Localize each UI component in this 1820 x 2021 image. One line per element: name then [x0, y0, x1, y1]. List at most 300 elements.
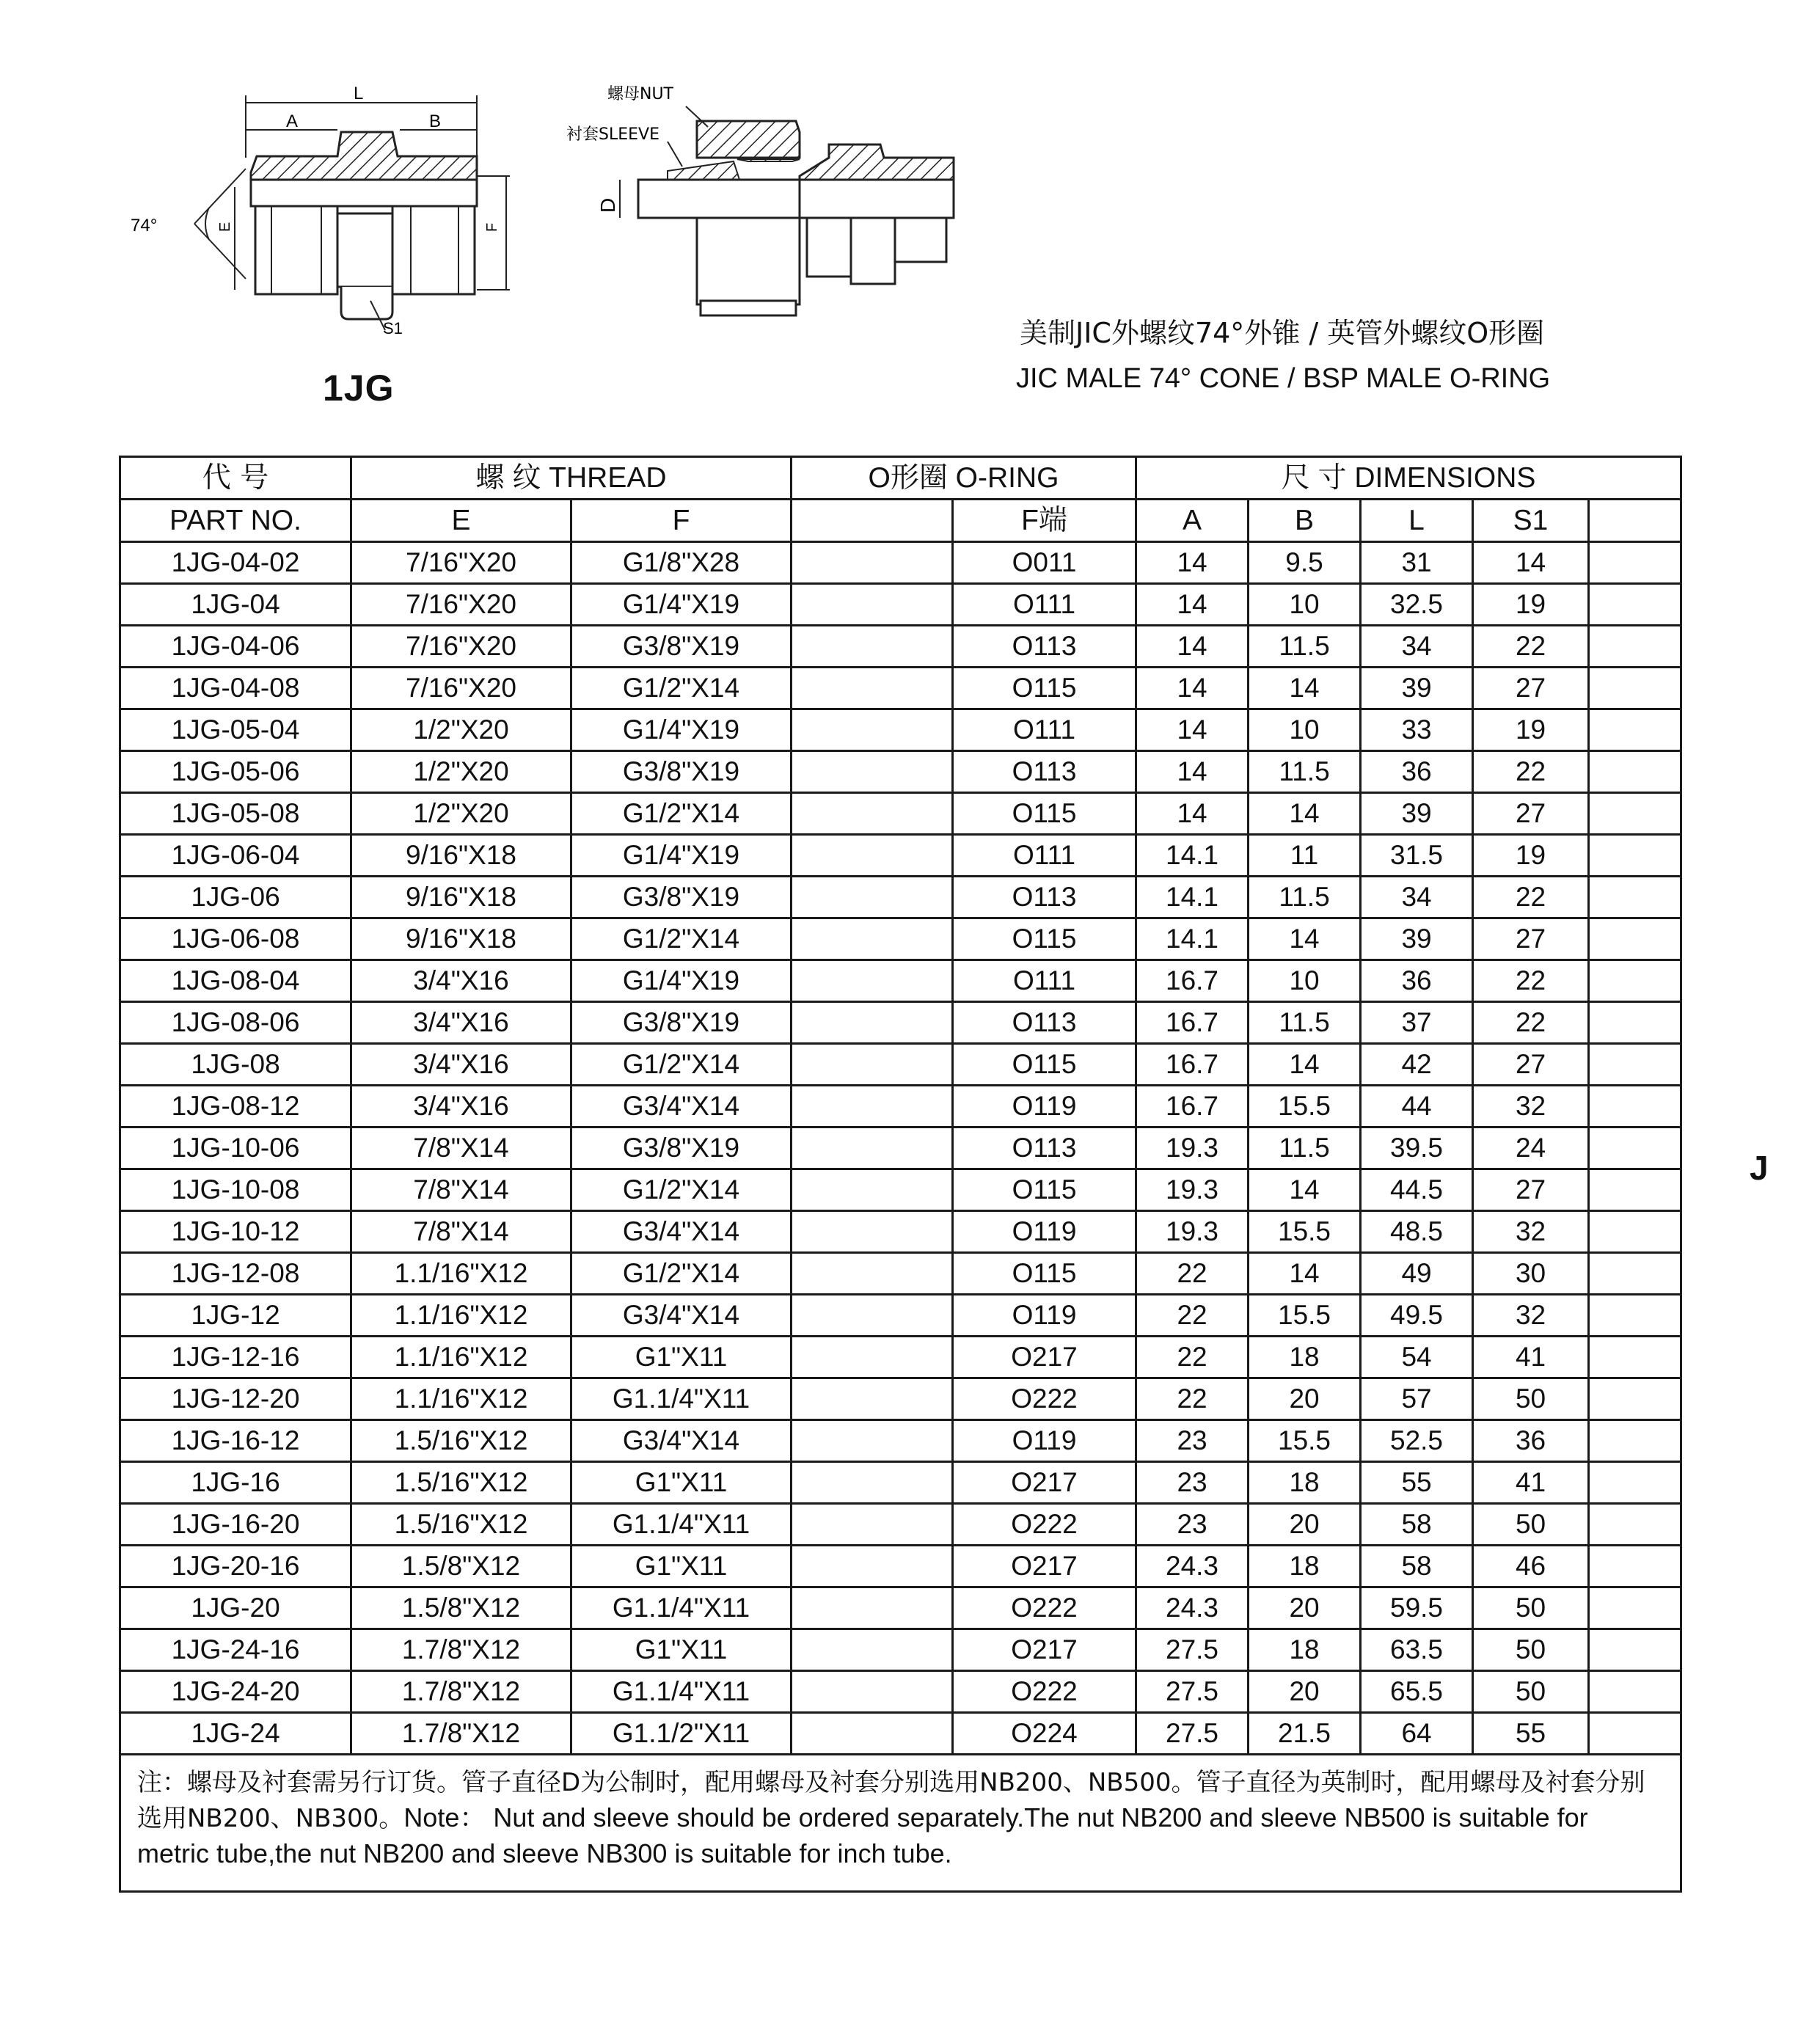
oring-blank-cell — [792, 1169, 953, 1211]
dim-a-cell: 16.7 — [1136, 1044, 1249, 1086]
extra-blank-cell — [1589, 1420, 1681, 1462]
part-no-cell: 1JG-05-06 — [120, 751, 351, 793]
thread-f-cell: G3/4"X14 — [571, 1211, 792, 1253]
section-letter: J — [1750, 1149, 1769, 1187]
dim-F-label: F — [484, 222, 500, 232]
oring-cell: O111 — [953, 960, 1136, 1002]
dim-a-cell: 19.3 — [1136, 1128, 1249, 1169]
dim-a-cell: 14 — [1136, 542, 1249, 584]
dim-b-cell: 14 — [1249, 1044, 1361, 1086]
oring-cell: O115 — [953, 793, 1136, 835]
thread-e-cell: 1.1/16"X12 — [351, 1295, 571, 1337]
header-e: E — [351, 500, 571, 542]
thread-e-cell: 7/16"X20 — [351, 626, 571, 668]
dim-b-cell: 14 — [1249, 918, 1361, 960]
dim-l-cell: 39 — [1361, 793, 1473, 835]
table-row — [120, 1420, 1681, 1462]
part-no-cell: 1JG-10-06 — [120, 1128, 351, 1169]
table-row — [120, 835, 1681, 877]
dim-L-label: L — [354, 84, 364, 103]
oring-cell: O111 — [953, 584, 1136, 626]
dim-b-cell: 21.5 — [1249, 1713, 1361, 1755]
dim-b-cell: 20 — [1249, 1671, 1361, 1713]
thread-f-cell: G1.1/4"X11 — [571, 1671, 792, 1713]
dim-b-cell: 14 — [1249, 1253, 1361, 1295]
table-row — [120, 1629, 1681, 1671]
oring-cell: O113 — [953, 751, 1136, 793]
thread-f-cell: G1.1/2"X11 — [571, 1713, 792, 1755]
oring-cell: O115 — [953, 1169, 1136, 1211]
footnote-cn: 注：螺母及衬套需另行订货。管子直径D为公制时，配用螺母及衬套分别选用NB200、NB500。管子直径为英制时，配用螺母及衬套分别选用NB200、NB300。 — [137, 1768, 1645, 1833]
dim-l-cell: 36 — [1361, 751, 1473, 793]
dim-l-cell: 64 — [1361, 1713, 1473, 1755]
table-row — [120, 1713, 1681, 1755]
thread-f-cell: G1"X11 — [571, 1629, 792, 1671]
oring-cell: O217 — [953, 1629, 1136, 1671]
oring-blank-cell — [792, 1002, 953, 1044]
extra-blank-cell — [1589, 835, 1681, 877]
dim-a-cell: 14 — [1136, 668, 1249, 709]
dim-b-cell: 11.5 — [1249, 1128, 1361, 1169]
oring-blank-cell — [792, 1044, 953, 1086]
oring-blank-cell — [792, 751, 953, 793]
thread-f-cell: G3/4"X14 — [571, 1295, 792, 1337]
oring-blank-cell — [792, 1086, 953, 1128]
oring-cell: O119 — [953, 1211, 1136, 1253]
table-row — [120, 877, 1681, 918]
thread-e-cell: 1.1/16"X12 — [351, 1378, 571, 1420]
footnote-en: Note： Nut and sleeve should be ordered separately.The nut NB200 and sleeve NB500 is suitable for metric tube,the nut NB200 and sleeve NB300 is suitable for inch tube. — [137, 1802, 1588, 1868]
thread-f-cell: G1/2"X14 — [571, 1044, 792, 1086]
thread-f-cell: G1"X11 — [571, 1337, 792, 1378]
dim-s1-cell: 19 — [1473, 584, 1589, 626]
table-row — [120, 793, 1681, 835]
oring-cell: O113 — [953, 1002, 1136, 1044]
part-no-cell: 1JG-04-02 — [120, 542, 351, 584]
dim-a-cell: 24.3 — [1136, 1587, 1249, 1629]
dim-a-cell: 16.7 — [1136, 960, 1249, 1002]
oring-blank-cell — [792, 1420, 953, 1462]
part-no-cell: 1JG-08-12 — [120, 1086, 351, 1128]
dim-a-cell: 23 — [1136, 1504, 1249, 1546]
thread-e-cell: 3/4"X16 — [351, 1044, 571, 1086]
oring-blank-cell — [792, 960, 953, 1002]
oring-cell: O222 — [953, 1671, 1136, 1713]
extra-blank-cell — [1589, 1169, 1681, 1211]
part-no-cell: 1JG-08-06 — [120, 1002, 351, 1044]
dim-l-cell: 33 — [1361, 709, 1473, 751]
extra-blank-cell — [1589, 1587, 1681, 1629]
header-a: A — [1136, 500, 1249, 542]
dim-B-label: B — [429, 112, 442, 131]
part-no-cell: 1JG-05-04 — [120, 709, 351, 751]
dim-b-cell: 15.5 — [1249, 1295, 1361, 1337]
dim-l-cell: 59.5 — [1361, 1587, 1473, 1629]
dim-l-cell: 49.5 — [1361, 1295, 1473, 1337]
dim-a-cell: 22 — [1136, 1337, 1249, 1378]
thread-e-cell: 1.5/16"X12 — [351, 1462, 571, 1504]
oring-blank-cell — [792, 1504, 953, 1546]
oring-blank-cell — [792, 1211, 953, 1253]
dim-b-cell: 15.5 — [1249, 1211, 1361, 1253]
cone-angle-label: 74° — [131, 216, 158, 235]
table-row — [120, 1504, 1681, 1546]
dim-a-cell: 24.3 — [1136, 1546, 1249, 1587]
extra-blank-cell — [1589, 793, 1681, 835]
dim-l-cell: 34 — [1361, 877, 1473, 918]
extra-blank-cell — [1589, 584, 1681, 626]
dim-b-cell: 15.5 — [1249, 1086, 1361, 1128]
dim-b-cell: 11.5 — [1249, 1002, 1361, 1044]
thread-e-cell: 9/16"X18 — [351, 877, 571, 918]
dim-b-cell: 20 — [1249, 1587, 1361, 1629]
table-row — [120, 751, 1681, 793]
extra-blank-cell — [1589, 918, 1681, 960]
oring-blank-cell — [792, 1295, 953, 1337]
oring-blank-cell — [792, 1378, 953, 1420]
header-blank — [792, 500, 953, 542]
oring-blank-cell — [792, 668, 953, 709]
oring-cell: O115 — [953, 918, 1136, 960]
dim-l-cell: 58 — [1361, 1504, 1473, 1546]
oring-blank-cell — [792, 1337, 953, 1378]
oring-cell: O011 — [953, 542, 1136, 584]
extra-blank-cell — [1589, 1211, 1681, 1253]
thread-f-cell: G1"X11 — [571, 1462, 792, 1504]
dim-a-cell: 22 — [1136, 1295, 1249, 1337]
part-no-cell: 1JG-16-20 — [120, 1504, 351, 1546]
thread-f-cell: G1/8"X28 — [571, 542, 792, 584]
oring-blank-cell — [792, 1462, 953, 1504]
table-row — [120, 1462, 1681, 1504]
dim-l-cell: 31 — [1361, 542, 1473, 584]
part-no-cell: 1JG-06-04 — [120, 835, 351, 877]
extra-blank-cell — [1589, 751, 1681, 793]
oring-cell: O217 — [953, 1337, 1136, 1378]
dim-l-cell: 63.5 — [1361, 1629, 1473, 1671]
thread-f-cell: G3/4"X14 — [571, 1420, 792, 1462]
dim-s1-cell: 19 — [1473, 835, 1589, 877]
extra-blank-cell — [1589, 542, 1681, 584]
extra-blank-cell — [1589, 1671, 1681, 1713]
thread-f-cell: G1/4"X19 — [571, 960, 792, 1002]
part-no-cell: 1JG-12-16 — [120, 1337, 351, 1378]
thread-e-cell: 1.1/16"X12 — [351, 1253, 571, 1295]
table-row — [120, 1128, 1681, 1169]
dim-b-cell: 10 — [1249, 960, 1361, 1002]
dim-a-cell: 14.1 — [1136, 835, 1249, 877]
sleeve-label: 衬套SLEEVE — [566, 125, 659, 144]
table-row — [120, 709, 1681, 751]
oring-cell: O217 — [953, 1462, 1136, 1504]
dim-s1-cell: 50 — [1473, 1671, 1589, 1713]
oring-blank-cell — [792, 877, 953, 918]
extra-blank-cell — [1589, 1462, 1681, 1504]
thread-e-cell: 1.5/8"X12 — [351, 1546, 571, 1587]
thread-e-cell: 1.5/16"X12 — [351, 1504, 571, 1546]
spec-table — [119, 456, 1682, 1893]
dim-s1-cell: 36 — [1473, 1420, 1589, 1462]
thread-f-cell: G1.1/4"X11 — [571, 1378, 792, 1420]
dim-s1-cell: 32 — [1473, 1295, 1589, 1337]
thread-e-cell: 1/2"X20 — [351, 793, 571, 835]
dim-s1-cell: 22 — [1473, 626, 1589, 668]
oring-blank-cell — [792, 1546, 953, 1587]
table-row — [120, 1671, 1681, 1713]
table-row — [120, 584, 1681, 626]
dim-s1-cell: 32 — [1473, 1211, 1589, 1253]
thread-e-cell: 1.7/8"X12 — [351, 1671, 571, 1713]
dim-A-label: A — [286, 112, 299, 131]
dim-s1-cell: 27 — [1473, 793, 1589, 835]
thread-f-cell: G3/8"X19 — [571, 1002, 792, 1044]
thread-e-cell: 9/16"X18 — [351, 835, 571, 877]
oring-blank-cell — [792, 626, 953, 668]
table-row — [120, 668, 1681, 709]
oring-blank-cell — [792, 918, 953, 960]
dim-l-cell: 31.5 — [1361, 835, 1473, 877]
extra-blank-cell — [1589, 1253, 1681, 1295]
oring-blank-cell — [792, 793, 953, 835]
thread-e-cell: 7/16"X20 — [351, 542, 571, 584]
extra-blank-cell — [1589, 1337, 1681, 1378]
extra-blank-cell — [1589, 1713, 1681, 1755]
thread-e-cell: 7/8"X14 — [351, 1211, 571, 1253]
dim-E-label: E — [217, 222, 233, 232]
extra-blank-cell — [1589, 1504, 1681, 1546]
table-row — [120, 626, 1681, 668]
oring-blank-cell — [792, 1587, 953, 1629]
dim-s1-cell: 30 — [1473, 1253, 1589, 1295]
header-l: L — [1361, 500, 1473, 542]
oring-cell: O222 — [953, 1504, 1136, 1546]
thread-e-cell: 1.5/16"X12 — [351, 1420, 571, 1462]
part-no-cell: 1JG-20-16 — [120, 1546, 351, 1587]
dim-a-cell: 27.5 — [1136, 1629, 1249, 1671]
dim-l-cell: 54 — [1361, 1337, 1473, 1378]
oring-blank-cell — [792, 1629, 953, 1671]
thread-f-cell: G1/2"X14 — [571, 668, 792, 709]
dim-b-cell: 15.5 — [1249, 1420, 1361, 1462]
dim-l-cell: 57 — [1361, 1378, 1473, 1420]
extra-blank-cell — [1589, 1546, 1681, 1587]
dim-s1-cell: 41 — [1473, 1337, 1589, 1378]
thread-f-cell: G1/4"X19 — [571, 584, 792, 626]
thread-f-cell: G1/2"X14 — [571, 793, 792, 835]
dim-b-cell: 14 — [1249, 1169, 1361, 1211]
dim-a-cell: 22 — [1136, 1378, 1249, 1420]
dim-s1-cell: 32 — [1473, 1086, 1589, 1128]
model-code: 1JG — [323, 368, 395, 409]
part-no-cell: 1JG-24 — [120, 1713, 351, 1755]
dim-b-cell: 18 — [1249, 1546, 1361, 1587]
dim-b-cell: 9.5 — [1249, 542, 1361, 584]
dim-b-cell: 10 — [1249, 709, 1361, 751]
dim-a-cell: 16.7 — [1136, 1086, 1249, 1128]
dim-b-cell: 20 — [1249, 1378, 1361, 1420]
thread-f-cell: G3/8"X19 — [571, 1128, 792, 1169]
dim-b-cell: 20 — [1249, 1504, 1361, 1546]
footnote — [120, 1755, 1681, 1892]
part-no-cell: 1JG-06-08 — [120, 918, 351, 960]
dim-l-cell: 52.5 — [1361, 1420, 1473, 1462]
dim-b-cell: 18 — [1249, 1337, 1361, 1378]
dim-l-cell: 44 — [1361, 1086, 1473, 1128]
fitting-dimension-drawing — [117, 77, 528, 356]
oring-blank-cell — [792, 709, 953, 751]
part-no-cell: 1JG-12-20 — [120, 1378, 351, 1420]
table-row — [120, 960, 1681, 1002]
product-title-cn: 美制JIC外螺纹74°外锥 / 英管外螺纹O形圈 — [1020, 317, 1545, 349]
dim-l-cell: 44.5 — [1361, 1169, 1473, 1211]
oring-blank-cell — [792, 584, 953, 626]
dim-l-cell: 65.5 — [1361, 1671, 1473, 1713]
spec-table-body — [120, 542, 1681, 1755]
dim-s1-cell: 55 — [1473, 1713, 1589, 1755]
dim-a-cell: 14.1 — [1136, 918, 1249, 960]
oring-cell: O113 — [953, 877, 1136, 918]
header-dimensions: 尺 寸 DIMENSIONS — [1136, 457, 1681, 500]
oring-cell: O222 — [953, 1587, 1136, 1629]
table-row — [120, 1002, 1681, 1044]
extra-blank-cell — [1589, 1378, 1681, 1420]
thread-f-cell: G1/4"X19 — [571, 835, 792, 877]
oring-blank-cell — [792, 1253, 953, 1295]
oring-blank-cell — [792, 1713, 953, 1755]
dim-s1-cell: 19 — [1473, 709, 1589, 751]
dim-l-cell: 37 — [1361, 1002, 1473, 1044]
extra-blank-cell — [1589, 1086, 1681, 1128]
extra-blank-cell — [1589, 1295, 1681, 1337]
dim-s1-cell: 14 — [1473, 542, 1589, 584]
oring-cell: O222 — [953, 1378, 1136, 1420]
dim-l-cell: 58 — [1361, 1546, 1473, 1587]
table-row — [120, 918, 1681, 960]
oring-cell: O119 — [953, 1295, 1136, 1337]
part-no-cell: 1JG-10-08 — [120, 1169, 351, 1211]
thread-f-cell: G1.1/4"X11 — [571, 1587, 792, 1629]
thread-e-cell: 1/2"X20 — [351, 709, 571, 751]
oring-cell: O115 — [953, 1044, 1136, 1086]
dim-a-cell: 23 — [1136, 1420, 1249, 1462]
dim-s1-cell: 22 — [1473, 1002, 1589, 1044]
header-thread: 螺 纹 THREAD — [351, 457, 792, 500]
part-no-cell: 1JG-04-06 — [120, 626, 351, 668]
dim-D-label: D — [596, 197, 619, 213]
header-s1: S1 — [1473, 500, 1589, 542]
dim-a-cell: 22 — [1136, 1253, 1249, 1295]
oring-cell: O115 — [953, 668, 1136, 709]
dim-a-cell: 14 — [1136, 751, 1249, 793]
thread-e-cell: 1.5/8"X12 — [351, 1587, 571, 1629]
header-f-end: F端 — [953, 500, 1136, 542]
dim-b-cell: 10 — [1249, 584, 1361, 626]
dim-l-cell: 55 — [1361, 1462, 1473, 1504]
header-extra — [1589, 500, 1681, 542]
part-no-cell: 1JG-04-08 — [120, 668, 351, 709]
table-row — [120, 1587, 1681, 1629]
extra-blank-cell — [1589, 960, 1681, 1002]
header-f: F — [571, 500, 792, 542]
table-row — [120, 542, 1681, 584]
thread-f-cell: G1"X11 — [571, 1546, 792, 1587]
thread-e-cell: 1.7/8"X12 — [351, 1713, 571, 1755]
oring-cell: O111 — [953, 835, 1136, 877]
part-no-cell: 1JG-08-04 — [120, 960, 351, 1002]
dim-a-cell: 19.3 — [1136, 1211, 1249, 1253]
header-b: B — [1249, 500, 1361, 542]
thread-f-cell: G1/4"X19 — [571, 709, 792, 751]
part-no-cell: 1JG-16-12 — [120, 1420, 351, 1462]
extra-blank-cell — [1589, 1629, 1681, 1671]
dim-a-cell: 14 — [1136, 626, 1249, 668]
oring-cell: O217 — [953, 1546, 1136, 1587]
table-row — [120, 1169, 1681, 1211]
thread-f-cell: G1/2"X14 — [571, 918, 792, 960]
dim-b-cell: 11.5 — [1249, 751, 1361, 793]
thread-e-cell: 7/16"X20 — [351, 668, 571, 709]
thread-e-cell: 3/4"X16 — [351, 1002, 571, 1044]
dim-a-cell: 14 — [1136, 584, 1249, 626]
header-part-cn: 代 号 — [120, 457, 351, 500]
dim-l-cell: 34 — [1361, 626, 1473, 668]
dim-S1-label: S1 — [383, 319, 403, 337]
dim-b-cell: 14 — [1249, 793, 1361, 835]
oring-blank-cell — [792, 1128, 953, 1169]
dim-l-cell: 49 — [1361, 1253, 1473, 1295]
part-no-cell: 1JG-24-20 — [120, 1671, 351, 1713]
oring-cell: O113 — [953, 626, 1136, 668]
oring-blank-cell — [792, 835, 953, 877]
header-part-en: PART NO. — [120, 500, 351, 542]
extra-blank-cell — [1589, 626, 1681, 668]
thread-e-cell: 7/8"X14 — [351, 1128, 571, 1169]
dim-s1-cell: 50 — [1473, 1629, 1589, 1671]
product-title-en: JIC MALE 74° CONE / BSP MALE O-RING — [1016, 363, 1551, 394]
dim-l-cell: 42 — [1361, 1044, 1473, 1086]
thread-e-cell: 3/4"X16 — [351, 1086, 571, 1128]
oring-blank-cell — [792, 1671, 953, 1713]
dim-a-cell: 14 — [1136, 793, 1249, 835]
dim-b-cell: 18 — [1249, 1629, 1361, 1671]
dim-s1-cell: 41 — [1473, 1462, 1589, 1504]
dim-b-cell: 18 — [1249, 1462, 1361, 1504]
dim-a-cell: 14.1 — [1136, 877, 1249, 918]
extra-blank-cell — [1589, 877, 1681, 918]
dim-b-cell: 11.5 — [1249, 877, 1361, 918]
thread-e-cell: 1/2"X20 — [351, 751, 571, 793]
part-no-cell: 1JG-04 — [120, 584, 351, 626]
dim-s1-cell: 27 — [1473, 668, 1589, 709]
part-no-cell: 1JG-10-12 — [120, 1211, 351, 1253]
dim-s1-cell: 22 — [1473, 877, 1589, 918]
part-no-cell: 1JG-05-08 — [120, 793, 351, 835]
thread-e-cell: 9/16"X18 — [351, 918, 571, 960]
thread-e-cell: 7/8"X14 — [351, 1169, 571, 1211]
oring-cell: O111 — [953, 709, 1136, 751]
thread-f-cell: G3/4"X14 — [571, 1086, 792, 1128]
dim-a-cell: 27.5 — [1136, 1671, 1249, 1713]
extra-blank-cell — [1589, 1002, 1681, 1044]
dim-l-cell: 48.5 — [1361, 1211, 1473, 1253]
dim-s1-cell: 27 — [1473, 918, 1589, 960]
part-no-cell: 1JG-12-08 — [120, 1253, 351, 1295]
dim-s1-cell: 27 — [1473, 1044, 1589, 1086]
dim-s1-cell: 22 — [1473, 751, 1589, 793]
table-row — [120, 1546, 1681, 1587]
dim-a-cell: 23 — [1136, 1462, 1249, 1504]
part-no-cell: 1JG-20 — [120, 1587, 351, 1629]
